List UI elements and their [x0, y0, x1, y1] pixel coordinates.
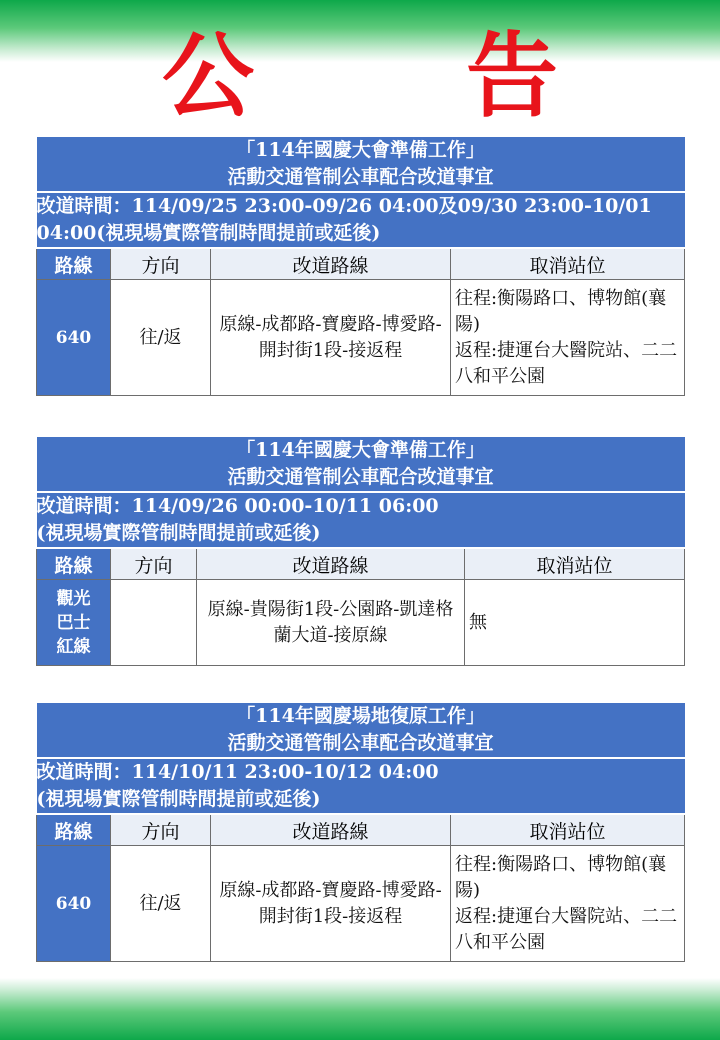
direction-cell: 往/返 — [111, 280, 211, 396]
notice-heading-line2: 活動交通管制公車配合改道事宜 — [227, 732, 494, 754]
route-cell — [37, 580, 111, 666]
direction-cell — [111, 580, 197, 666]
page-title: 公 告 — [161, 23, 649, 130]
detour-time-line1: 改道時間：114/09/25 23:00-09/26 04:00及09/30 23:00-10/01 — [36, 195, 652, 217]
cancelled-stops-cell — [451, 846, 685, 962]
detour-time-line2: 04:00(視現場實際管制時間提前或延後) — [36, 222, 381, 244]
notice-heading-line1: 「114年國慶場地復原工作」 — [236, 705, 485, 727]
route-cell: 640 — [37, 846, 111, 962]
detour-time — [37, 758, 685, 814]
col-direction-header: 方向 — [111, 548, 197, 580]
col-detour-header: 改道路線 — [211, 814, 451, 846]
notice-heading — [37, 703, 685, 758]
col-cancelled-header: 取消站位 — [451, 814, 685, 846]
col-route-header: 路線 — [37, 814, 111, 846]
detour-time-line1: 改道時間：114/09/26 00:00-10/11 06:00 — [36, 495, 439, 517]
direction-cell: 往/返 — [111, 846, 211, 962]
detour-time-line2: (視現場實際管制時間提前或延後) — [36, 522, 321, 544]
detour-cell: 原線-成都路-寶慶路-博愛路-開封街1段-接返程 — [211, 846, 451, 962]
cancelled-stops-cell — [451, 280, 685, 396]
detour-cell: 原線-成都路-寶慶路-博愛路-開封街1段-接返程 — [211, 280, 451, 396]
detour-time-line2: (視現場實際管制時間提前或延後) — [36, 788, 321, 810]
notice-heading-line2: 活動交通管制公車配合改道事宜 — [227, 166, 494, 188]
col-cancelled-header: 取消站位 — [451, 248, 685, 280]
route-cell: 640 — [37, 280, 111, 396]
col-route-header: 路線 — [37, 248, 111, 280]
notice-heading — [37, 137, 685, 192]
col-detour-header: 改道路線 — [197, 548, 465, 580]
detour-time-line1: 改道時間：114/10/11 23:00-10/12 04:00 — [36, 761, 439, 783]
cancelled-stops-text: 往程:衡陽路口、博物館(襄陽) 返程:捷運台大醫院站、二二八和平公園 — [455, 853, 678, 953]
notice-heading — [37, 437, 685, 492]
bottom-green-band — [0, 978, 720, 1040]
detour-time — [37, 492, 685, 548]
col-detour-header: 改道路線 — [211, 248, 451, 280]
col-route-header: 路線 — [37, 548, 111, 580]
notice-heading-line1: 「114年國慶大會準備工作」 — [236, 439, 485, 461]
notice-table-1 — [36, 137, 685, 396]
col-direction-header: 方向 — [111, 814, 211, 846]
route-cell-text: 觀光 巴士 紅線 — [56, 588, 91, 657]
detour-cell: 原線-貴陽街1段-公園路-凱達格蘭大道-接原線 — [197, 580, 465, 666]
col-cancelled-header: 取消站位 — [465, 548, 685, 580]
notice-heading-line2: 活動交通管制公車配合改道事宜 — [227, 466, 494, 488]
notice-table-3 — [36, 703, 685, 962]
notice-heading-line1: 「114年國慶大會準備工作」 — [236, 139, 485, 161]
notice-table-2 — [36, 437, 685, 666]
detour-time — [37, 192, 685, 248]
cancelled-stops-cell: 無 — [465, 580, 685, 666]
col-direction-header: 方向 — [111, 248, 211, 280]
cancelled-stops-text: 往程:衡陽路口、博物館(襄陽) 返程:捷運台大醫院站、二二八和平公園 — [455, 287, 678, 387]
